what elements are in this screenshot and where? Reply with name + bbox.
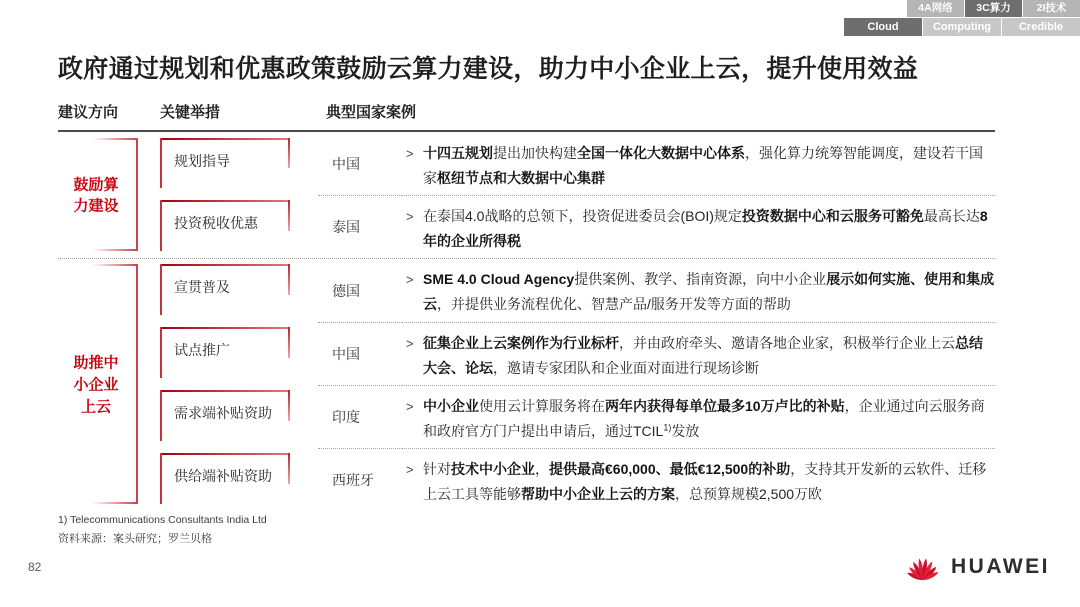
case-paragraph: 中小企业使用云计算服务将在两年内获得每单位最多10万卢比的补贴，企业通过向云服务商和政府官方门户提出申请后，通过TCIL$^{1)}$发放 xyxy=(423,398,985,439)
case-text xyxy=(402,448,995,511)
tab-credible[interactable]: Credible xyxy=(1002,18,1080,36)
measure-box xyxy=(160,390,290,441)
chevron-right-icon: > xyxy=(406,146,414,161)
country-label: 印度 xyxy=(318,385,402,448)
measure-label: 需求端补贴资助 xyxy=(174,405,272,421)
chevron-right-icon: > xyxy=(406,399,414,414)
country-label: 中国 xyxy=(332,156,360,172)
direction-label: 鼓励算 力建设 xyxy=(73,175,119,215)
case-paragraph: 征集企业上云案例作为行业标杆，并由政府牵头、邀请各地企业家，积极举行企业上云总结大会、论坛，邀请专家团队和企业面对面进行现场诊断 xyxy=(423,335,983,376)
table-header xyxy=(58,101,995,132)
country-label: 泰国 xyxy=(318,195,402,258)
column-header-cases: 典型国家案例 xyxy=(326,104,417,121)
measure-label: 供给端补贴资助 xyxy=(174,468,272,484)
measure-box xyxy=(160,327,290,378)
case-text xyxy=(402,322,995,385)
tab-4a-network[interactable]: 4A网络 xyxy=(907,0,964,17)
source-note: 资料来源：案头研究；罗兰贝格 xyxy=(58,533,212,545)
footnote: 1) Telecommunications Consultants India Ltd xyxy=(58,514,267,526)
column-header-direction: 建议方向 xyxy=(58,104,119,121)
case-text xyxy=(402,133,995,195)
country-label: 西班牙 xyxy=(318,448,402,511)
measure-box xyxy=(160,453,290,504)
measure-cell xyxy=(160,259,318,322)
table-body xyxy=(58,133,995,511)
measure-label: 规划指导 xyxy=(174,153,230,169)
case-text xyxy=(402,385,995,448)
case-paragraph: 在泰国4.0战略的总领下，投资促进委员会(BOI)规定投资数据中心和云服务可豁免最高长达8年的企业所得税 xyxy=(423,208,988,249)
country-label: 德国 xyxy=(332,282,360,299)
nav-tabs-bottom xyxy=(844,18,1080,36)
page-title: 政府通过规划和优惠政策鼓励云算力建设，助力中小企业上云，提升使用效益 xyxy=(58,55,919,83)
huawei-wordmark: HUAWEI xyxy=(951,554,1050,578)
direction-cell xyxy=(58,259,160,511)
measure-label: 投资税收优惠 xyxy=(174,215,258,231)
measure-cell xyxy=(160,322,318,385)
measure-cell xyxy=(160,133,318,195)
footnote-ref: 1) xyxy=(663,422,672,433)
measure-box xyxy=(160,200,290,251)
recommendation-group xyxy=(58,259,995,511)
measure-label: 试点推广 xyxy=(174,342,230,358)
page-number: 82 xyxy=(28,560,42,574)
cases-grid xyxy=(160,133,995,258)
case-paragraph: 针对技术中小企业，提供最高€60,000、最低€12,500的补助，支持其开发新的云软件、迁移上云工具等能够帮助中小企业上云的方案，总预算规模2,500万欧 xyxy=(423,461,987,502)
case-text xyxy=(402,259,995,322)
chevron-right-icon: > xyxy=(406,209,414,224)
chevron-right-icon: > xyxy=(406,336,414,351)
tab-2i-tech[interactable]: 2I技术 xyxy=(1023,0,1080,17)
column-header-measures: 关键举措 xyxy=(160,104,221,121)
chevron-right-icon: > xyxy=(406,462,414,477)
nav-tabs-top xyxy=(907,0,1080,17)
measure-cell xyxy=(160,448,318,511)
country-label: 中国 xyxy=(318,322,402,385)
tab-computing[interactable]: Computing xyxy=(923,18,1001,36)
measure-cell xyxy=(160,195,318,258)
measure-box xyxy=(160,138,290,188)
huawei-logo xyxy=(904,551,1050,582)
direction-label: 助推中 小企业 上云 xyxy=(73,354,119,415)
measure-cell xyxy=(160,385,318,448)
recommendation-group xyxy=(58,133,995,258)
tab-3c-computing[interactable]: 3C算力 xyxy=(965,0,1022,17)
case-text xyxy=(402,195,995,258)
chevron-right-icon: > xyxy=(406,272,414,287)
direction-cell xyxy=(58,133,160,258)
cases-grid xyxy=(160,259,995,511)
measure-label: 宣贯普及 xyxy=(174,279,230,295)
tab-cloud[interactable]: Cloud xyxy=(844,18,922,36)
case-paragraph: SME 4.0 Cloud Agency提供案例、教学、指南资源，向中小企业展示如何实施、使用和集成云，并提供业务流程优化、智慧产品/服务开发等方面的帮助 xyxy=(423,271,995,312)
huawei-flower-icon xyxy=(904,551,942,582)
measure-box xyxy=(160,264,290,315)
case-paragraph: 十四五规划提出加快构建全国一体化大数据中心体系，强化算力统筹智能调度，建设若干国家枢纽节点和大数据中心集群 xyxy=(423,145,983,186)
